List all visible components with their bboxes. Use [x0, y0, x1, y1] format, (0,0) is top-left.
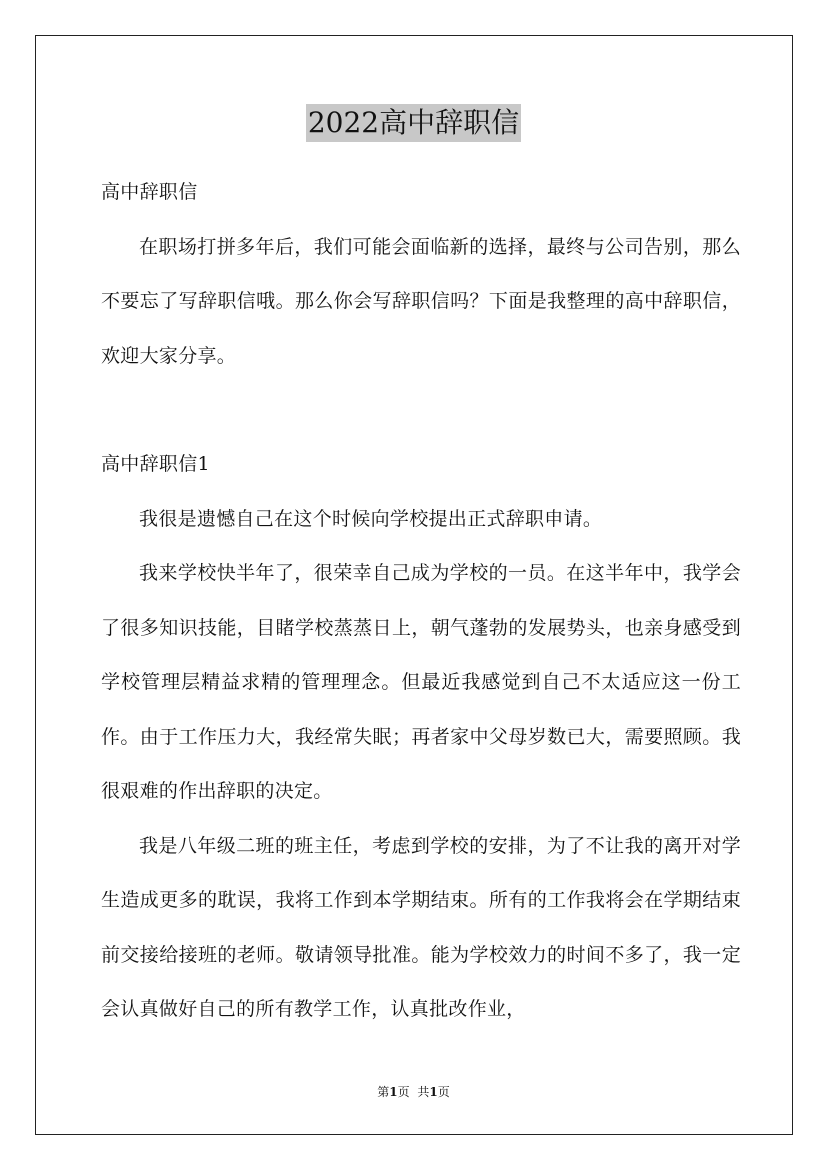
- page-footer: [0, 1083, 827, 1101]
- document-title: 2022高中辞职信: [306, 104, 521, 142]
- title-container: [0, 104, 827, 142]
- intro-section: [101, 165, 741, 383]
- intro-heading: 高中辞职信: [101, 181, 198, 203]
- body-paragraph: 我来学校快半年了，很荣幸自己成为学校的一员。在这半年中，我学会了很多知识技能，目睹学校蒸蒸日上，朝气蓬勃的发展势头，也亲身感受到学校管理层精益求精的管理理念。但最近我感觉到自己不太适应这一份工作。由于工作压力大，我经常失眠；再者家中父母岁数已大，需要照顾。我很艰难的作出辞职的决定。: [101, 562, 741, 802]
- page-current: 1: [389, 1085, 398, 1099]
- page-suffix: 页: [397, 1085, 410, 1099]
- body-paragraph: 我很是遗憾自己在这个时候向学校提出正式辞职申请。: [139, 507, 603, 530]
- total-suffix: 页: [437, 1085, 450, 1099]
- letter-section: [101, 437, 741, 1037]
- body-paragraph: 我是八年级二班的班主任，考虑到学校的安排，为了不让我的离开对学生造成更多的耽误，我将工作到本学期结束。所有的工作我将会在学期结束前交接给接班的老师。敬请领导批准。能为学校效力的时间不多了，我一定会认真做好自己的所有教学工作，认真批改作业，: [101, 834, 741, 1020]
- page-prefix: 第: [377, 1085, 390, 1099]
- section-heading: 高中辞职信1: [101, 453, 210, 475]
- intro-paragraph: 在职场打拼多年后，我们可能会面临新的选择，最终与公司告别，那么不要忘了写辞职信哦。那么你会写辞职信吗？下面是我整理的高中辞职信，欢迎大家分享。: [101, 235, 741, 367]
- total-prefix: 共: [417, 1085, 430, 1099]
- page-total: 1: [429, 1085, 438, 1099]
